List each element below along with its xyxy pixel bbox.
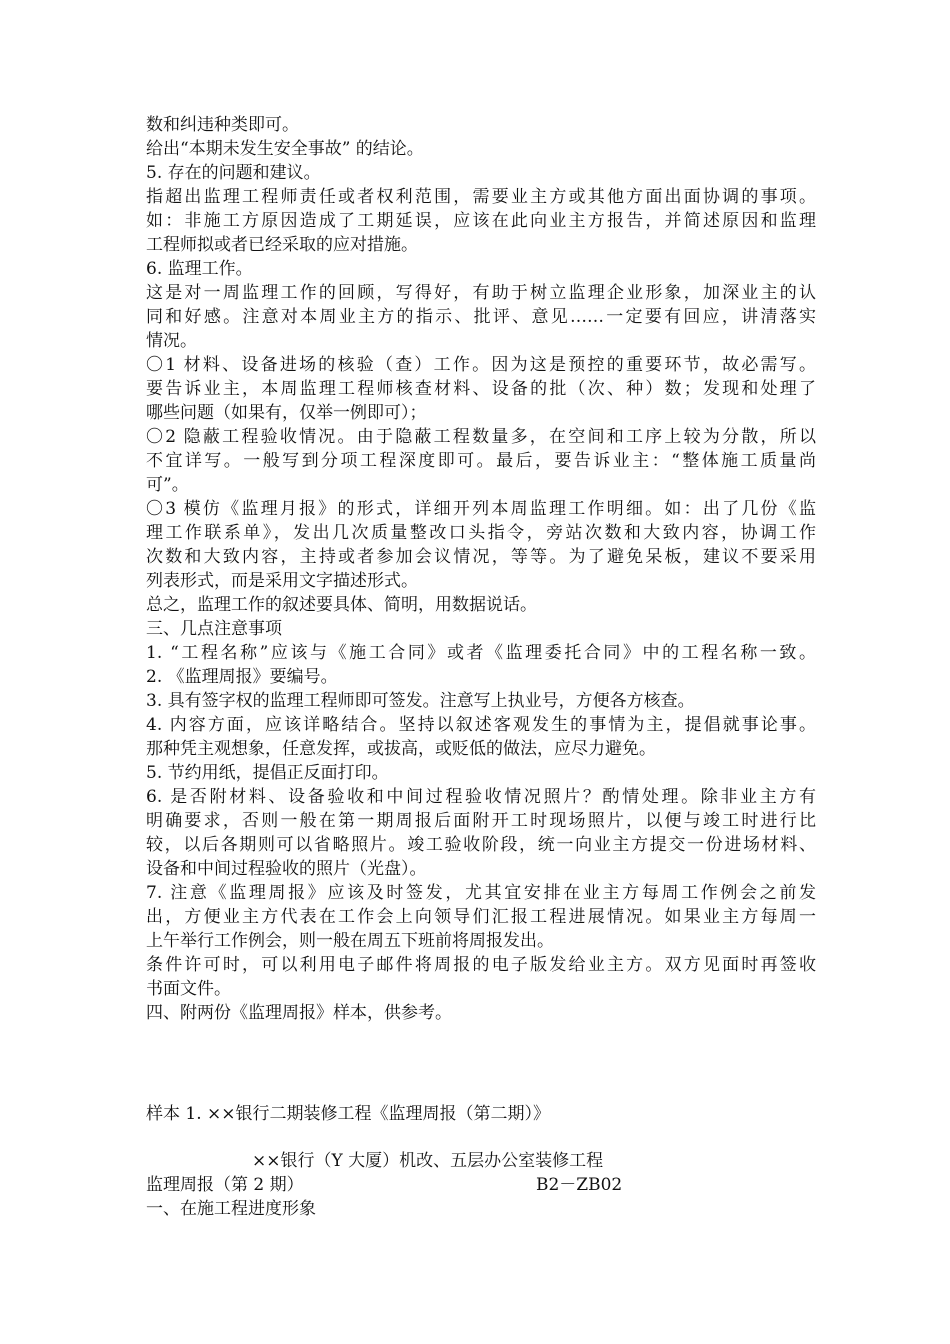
text-line: 列表形式，而是采用文字描述形式。 — [146, 571, 418, 591]
text-line: 1. “工程名称”应该与《施工合同》或者《监理委托合同》中的工程名称一致。 — [146, 643, 816, 663]
text-line: 可”。 — [146, 475, 189, 495]
text-line: 次数和大致内容，主持或者参加会议情况，等等。为了避免呆板，建议不要采用 — [146, 547, 816, 567]
text-line: 书面文件。 — [146, 979, 231, 999]
sample-report-label: 监理周报（第 2 期） — [146, 1175, 304, 1195]
text-line: 那种凭主观想象，任意发挥，或拔高，或贬低的做法，应尽力避免。 — [146, 739, 656, 759]
text-line: 3. 具有签字权的监理工程师即可签发。注意写上执业号，方便各方核查。 — [146, 691, 695, 711]
text-line: 出，方便业主方代表在工作会上向领导们汇报工程进展情况。如果业主方每周一 — [146, 907, 816, 927]
text-line: 5. 存在的问题和建议。 — [146, 163, 321, 183]
sample-section-heading: 一、在施工程进度形象 — [146, 1199, 316, 1219]
text-line: 工程师拟或者已经采取的应对措施。 — [146, 235, 418, 255]
sample-title: 样本 1. ××银行二期装修工程《监理周报（第二期）》 — [146, 1104, 551, 1124]
text-line: 6. 监理工作。 — [146, 259, 253, 279]
text-line: 较，以后各期则可以省略照片。竣工验收阶段，统一向业主方提交一份进场材料、 — [146, 835, 816, 855]
text-line: 这是对一周监理工作的回顾，写得好，有助于树立监理企业形象，加深业主的认 — [146, 283, 816, 303]
text-line: 要告诉业主，本周监理工程师核查材料、设备的批（次、种）数；发现和处理了 — [146, 379, 816, 399]
text-line: 5. 节约用纸，提倡正反面打印。 — [146, 763, 389, 783]
text-line: 指超出监理工程师责任或者权利范围，需要业主方或其他方面出面协调的事项。 — [146, 187, 816, 207]
text-line: 如：非施工方原因造成了工期延误，应该在此向业主方报告，并简述原因和监理 — [146, 211, 816, 231]
text-line: 数和纠违种类即可。 — [146, 115, 299, 135]
text-line: 7. 注意《监理周报》应该及时签发，尤其宜安排在业主方每周工作例会之前发 — [146, 883, 816, 903]
text-line: 〇3 模仿《监理月报》的形式，详细开列本周监理工作明细。如：出了几份《监 — [146, 499, 816, 519]
text-line: 不宜详写。一般写到分项工程深度即可。最后，要告诉业主：“整体施工质量尚 — [146, 451, 816, 471]
text-line: 6. 是否附材料、设备验收和中间过程验收情况照片？酌情处理。除非业主方有 — [146, 787, 816, 807]
text-line: 总之，监理工作的叙述要具体、简明，用数据说话。 — [146, 595, 537, 615]
text-line: 四、附两份《监理周报》样本，供参考。 — [146, 1003, 452, 1023]
text-line: 理工作联系单》，发出几次质量整改口头指令，旁站次数和大致内容，协调工作 — [146, 523, 816, 543]
text-line: 〇1 材料、设备进场的核验（查）工作。因为这是预控的重要环节，故必需写。 — [146, 355, 816, 375]
text-line: 条件许可时，可以利用电子邮件将周报的电子版发给业主方。双方见面时再签收 — [146, 955, 816, 975]
text-line: 设备和中间过程验收的照片（光盘）。 — [146, 859, 427, 879]
text-line: 三、几点注意事项 — [146, 619, 282, 639]
text-line: 同和好感。注意对本周业主方的指示、批评、意见……一定要有回应，讲清落实 — [146, 307, 816, 327]
text-line: 哪些问题（如果有，仅举一例即可）； — [146, 403, 427, 423]
text-line: 上午举行工作例会，则一般在周五下班前将周报发出。 — [146, 931, 554, 951]
text-line: 2. 《监理周报》要编号。 — [146, 667, 338, 687]
document-body — [146, 113, 816, 1025]
text-line: 4. 内容方面，应该详略结合。坚持以叙述客观发生的事情为主，提倡就事论事。 — [146, 715, 816, 735]
text-line: 给出“本期未发生安全事故” 的结论。 — [146, 139, 424, 159]
text-line: 情况。 — [146, 331, 197, 351]
sample-project-line: ××银行（Y 大厦）机改、五层办公室装修工程 — [252, 1151, 604, 1171]
text-line: 〇2 隐蔽工程验收情况。由于隐蔽工程数量多，在空间和工序上较为分散，所以 — [146, 427, 816, 447]
text-line: 明确要求，否则一般在第一期周报后面附开工时现场照片，以便与竣工时进行比 — [146, 811, 816, 831]
sample-report-code: B2－ZB02 — [536, 1175, 623, 1195]
